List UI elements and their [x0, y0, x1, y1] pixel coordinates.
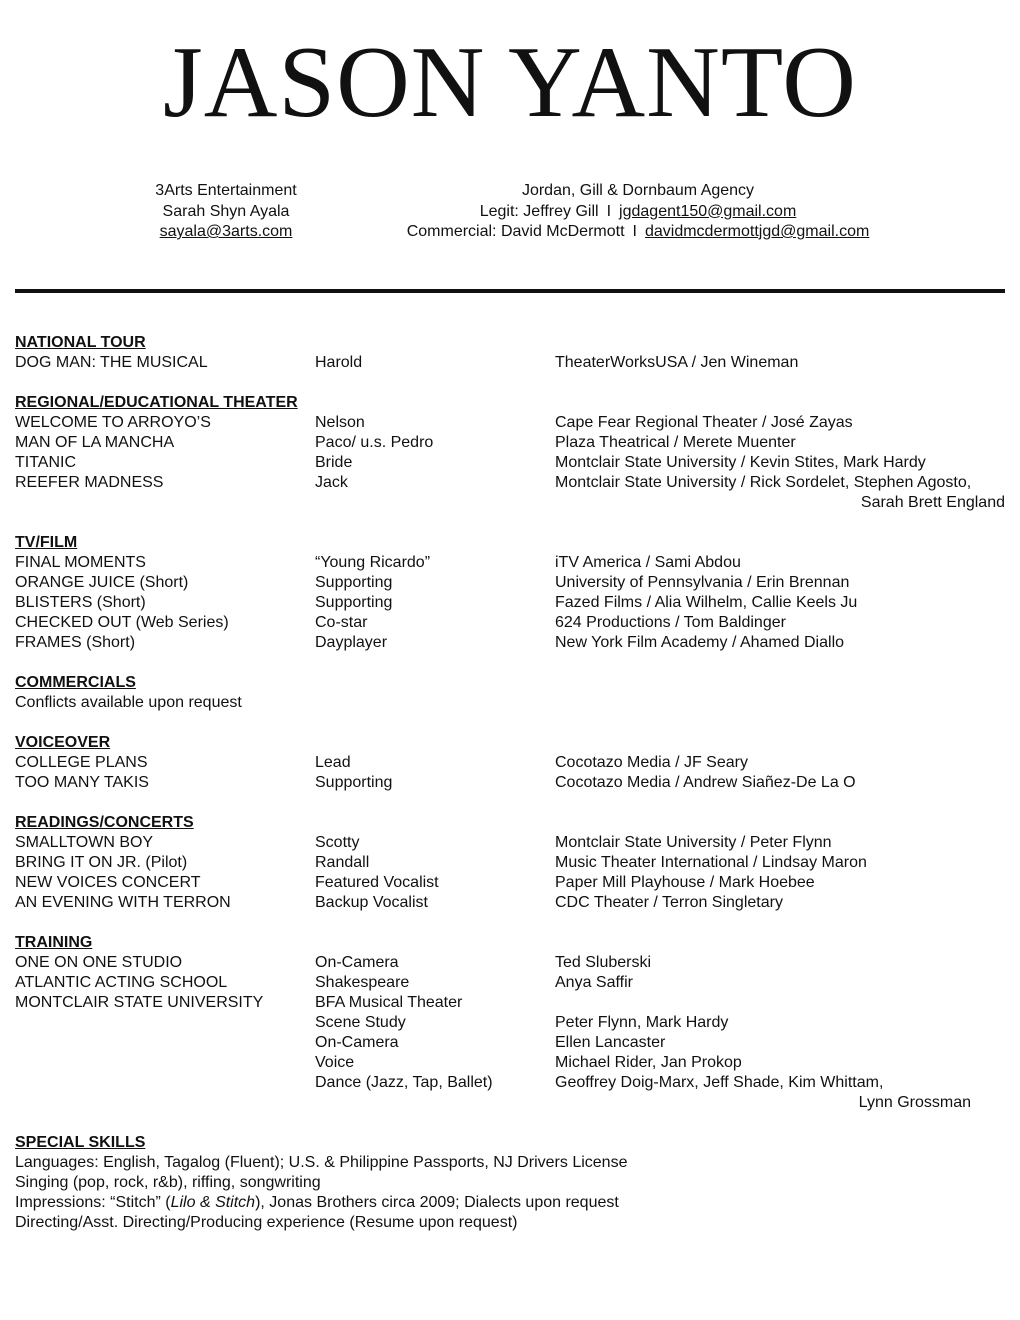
training-teacher: Anya Saffir — [555, 974, 633, 991]
management-contact-name: Sarah Shyn Ayala — [162, 202, 290, 220]
credit-title: BLISTERS (Short) — [15, 594, 146, 611]
impressions-italic-title: Lilo & Stitch — [170, 1194, 256, 1211]
credit-company: New York Film Academy / Ahamed Diallo — [555, 634, 845, 651]
credit-company: University of Pennsylvania / Erin Brennan — [555, 574, 850, 591]
credit-role: Randall — [315, 854, 370, 871]
training-subject: On-Camera — [315, 954, 399, 971]
credit-title: TOO MANY TAKIS — [15, 774, 149, 791]
credit-title: WELCOME TO ARROYO’S — [15, 414, 211, 431]
credit-row — [15, 353, 1005, 373]
credit-company: Cape Fear Regional Theater / José Zayas — [555, 414, 853, 431]
skills-directing: Directing/Asst. Directing/Producing experience (Resume upon request) — [15, 1214, 518, 1231]
credit-role: Nelson — [315, 414, 365, 431]
agency-contact — [360, 181, 916, 243]
training-school: MONTCLAIR STATE UNIVERSITY — [15, 994, 264, 1011]
resume-body — [15, 333, 1005, 1233]
credit-role: Lead — [315, 754, 351, 771]
credit-row — [15, 853, 1005, 873]
credit-role: Dayplayer — [315, 634, 388, 651]
credit-role: Bride — [315, 454, 353, 471]
credit-company: 624 Productions / Tom Baldinger — [555, 614, 786, 631]
credit-row — [15, 833, 1005, 853]
commercial-email-link[interactable]: davidmcdermottjgd@gmail.com — [644, 223, 870, 240]
impressions-suffix: ), Jonas Brothers circa 2009; Dialects upon request — [255, 1194, 619, 1211]
credit-title: REEFER MADNESS — [15, 474, 164, 491]
credit-row — [15, 453, 1005, 473]
credit-role: Featured Vocalist — [315, 874, 439, 891]
section-heading-voiceover: VOICEOVER — [15, 734, 111, 751]
training-subject: BFA Musical Theater — [315, 994, 463, 1011]
skills-singing: Singing (pop, rock, r&b), riffing, songwriting — [15, 1174, 321, 1191]
section-heading-special-skills: SPECIAL SKILLS — [15, 1134, 146, 1151]
credit-row — [15, 593, 1005, 613]
legit-email-link[interactable]: jgdagent150@gmail.com — [619, 202, 797, 220]
management-contact — [126, 181, 326, 243]
training-school: ONE ON ONE STUDIO — [15, 954, 183, 971]
credit-title: SMALLTOWN BOY — [15, 834, 154, 851]
training-row — [15, 1033, 1005, 1053]
credit-company: TheaterWorksUSA / Jen Wineman — [555, 354, 799, 371]
credit-title: COLLEGE PLANS — [15, 754, 148, 771]
training-teacher-continuation: Lynn Grossman — [858, 1094, 971, 1111]
credit-title: FRAMES (Short) — [15, 634, 136, 651]
credit-title: NEW VOICES CONCERT — [15, 874, 201, 891]
credit-row — [15, 873, 1005, 893]
credit-role: Jack — [315, 474, 348, 491]
credit-company: iTV America / Sami Abdou — [555, 554, 741, 571]
credit-company: Fazed Films / Alia Wilhelm, Callie Keels Ju — [555, 594, 858, 611]
credit-row — [15, 553, 1005, 573]
credit-title: CHECKED OUT (Web Series) — [15, 614, 229, 631]
header-divider — [15, 289, 1005, 293]
training-row — [15, 993, 1005, 1013]
training-continuation — [15, 1093, 1005, 1113]
credit-title: ORANGE JUICE (Short) — [15, 574, 189, 591]
credit-role: Paco/ u.s. Pedro — [315, 434, 434, 451]
credit-title: FINAL MOMENTS — [15, 554, 146, 571]
credit-title: BRING IT ON JR. (Pilot) — [15, 854, 188, 871]
credit-company-continuation: Sarah Brett England — [860, 494, 1005, 511]
credit-title: DOG MAN: THE MUSICAL — [15, 354, 208, 371]
training-teacher: Ted Sluberski — [555, 954, 652, 971]
legit-separator: I — [606, 202, 612, 220]
commercial-separator: I — [632, 223, 637, 240]
credit-role: Backup Vocalist — [315, 894, 428, 911]
training-row — [15, 1073, 1005, 1093]
credit-title: AN EVENING WITH TERRON — [15, 894, 231, 911]
training-subject: Shakespeare — [315, 974, 410, 991]
training-row — [15, 973, 1005, 993]
credit-role: Supporting — [315, 594, 393, 611]
section-heading-readings-concerts: READINGS/CONCERTS — [15, 814, 194, 831]
skills-impressions — [15, 1193, 1005, 1213]
training-subject: Scene Study — [315, 1014, 406, 1031]
impressions-prefix: Impressions: “Stitch” ( — [15, 1194, 171, 1211]
credit-role: “Young Ricardo” — [315, 554, 431, 571]
training-subject: Dance (Jazz, Tap, Ballet) — [315, 1074, 493, 1091]
agency-name: Jordan, Gill & Dornbaum Agency — [521, 182, 755, 199]
training-teacher: Peter Flynn, Mark Hardy — [555, 1014, 729, 1031]
section-heading-regional-theater: REGIONAL/EDUCATIONAL THEATER — [15, 394, 298, 411]
credit-row — [15, 413, 1005, 433]
management-company: 3Arts Entertainment — [155, 182, 297, 199]
section-heading-commercials: COMMERCIALS — [15, 674, 136, 691]
credit-role: Co-star — [315, 614, 368, 631]
commercials-note: Conflicts available upon request — [15, 694, 242, 711]
credit-title: MAN OF LA MANCHA — [15, 434, 175, 451]
training-teacher: Ellen Lancaster — [555, 1034, 666, 1051]
credit-company: Plaza Theatrical / Merete Muenter — [555, 434, 796, 451]
credit-role: Supporting — [315, 774, 393, 791]
credit-row — [15, 633, 1005, 653]
training-row — [15, 953, 1005, 973]
credit-row — [15, 433, 1005, 453]
credit-continuation — [15, 493, 1005, 513]
legit-agent: Legit: Jeffrey Gill — [479, 202, 599, 220]
credit-row — [15, 753, 1005, 773]
training-subject: On-Camera — [315, 1034, 399, 1051]
credit-company: Cocotazo Media / Andrew Siañez-De La O — [555, 774, 856, 791]
section-heading-tv-film: TV/FILM — [15, 534, 78, 551]
credit-company: Montclair State University / Rick Sordelet, Stephen Agosto, — [555, 474, 972, 491]
credit-company: Montclair State University / Peter Flynn — [555, 834, 832, 851]
skills-languages: Languages: English, Tagalog (Fluent); U.S. & Philippine Passports, NJ Drivers License — [15, 1154, 628, 1171]
credit-company: Montclair State University / Kevin Stites, Mark Hardy — [555, 454, 926, 471]
credit-title: TITANIC — [15, 454, 77, 471]
training-school: ATLANTIC ACTING SCHOOL — [15, 974, 228, 991]
training-row — [15, 1013, 1005, 1033]
credit-company: Paper Mill Playhouse / Mark Hoebee — [555, 874, 815, 891]
credit-row — [15, 893, 1005, 913]
management-email-link[interactable]: sayala@3arts.com — [159, 223, 293, 240]
training-teacher: Michael Rider, Jan Prokop — [555, 1054, 742, 1071]
credit-role: Supporting — [315, 574, 393, 591]
credit-row — [15, 573, 1005, 593]
section-heading-national-tour: NATIONAL TOUR — [15, 334, 146, 351]
credit-row — [15, 773, 1005, 793]
credit-role: Harold — [315, 354, 363, 371]
section-heading-training: TRAINING — [15, 934, 93, 951]
training-row — [15, 1053, 1005, 1073]
resume-name: JASON YANTO — [163, 26, 857, 139]
credit-company: CDC Theater / Terron Singletary — [555, 894, 783, 911]
credit-row — [15, 473, 1005, 493]
credit-company: Cocotazo Media / JF Seary — [555, 754, 748, 771]
credit-row — [15, 613, 1005, 633]
training-subject: Voice — [315, 1054, 355, 1071]
commercial-agent: Commercial: David McDermott — [406, 223, 625, 240]
credit-role: Scotty — [315, 834, 360, 851]
training-teacher: Geoffrey Doig-Marx, Jeff Shade, Kim Whittam, — [555, 1074, 884, 1091]
credit-company: Music Theater International / Lindsay Maron — [555, 854, 867, 871]
